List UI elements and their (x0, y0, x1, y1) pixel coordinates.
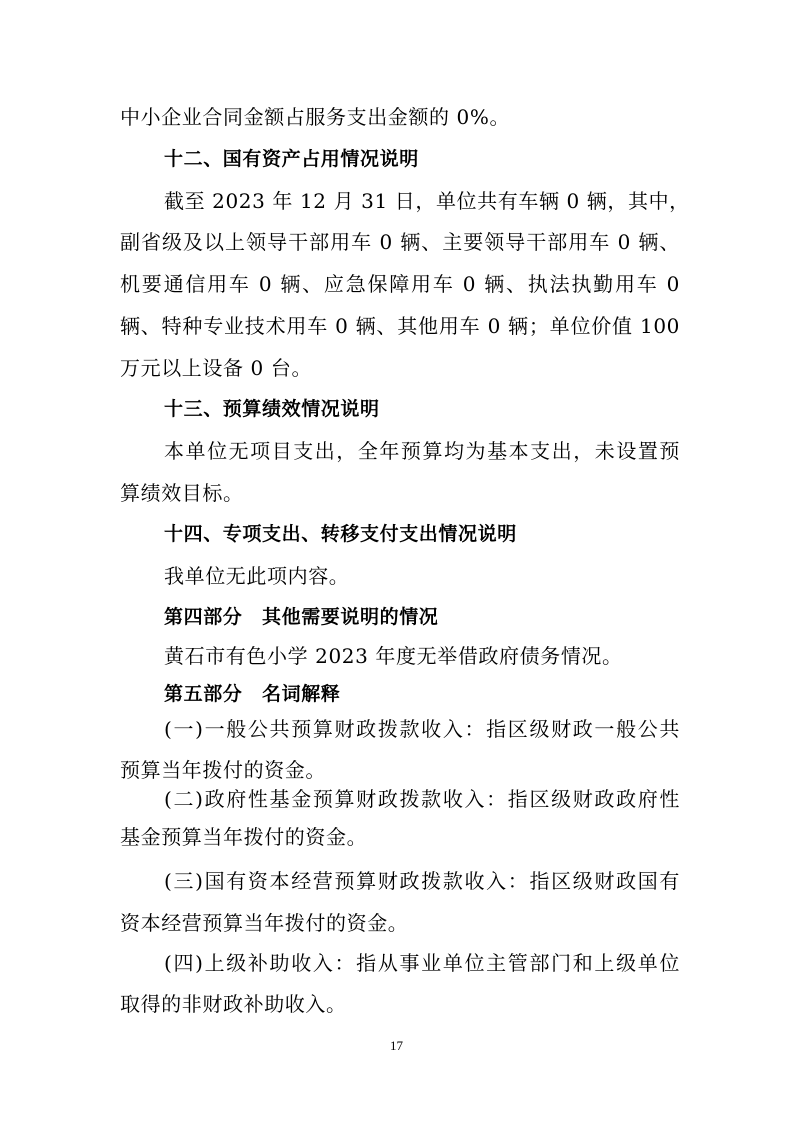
text-line: 中小企业合同金额占服务支出金额的 0%。 (120, 105, 511, 129)
text-line: 预算当年拨付的资金。 (120, 758, 326, 782)
text-line: 算绩效目标。 (120, 481, 244, 505)
section-heading: 十四、专项支出、转移支付支出情况说明 (164, 523, 517, 545)
section-heading: 十三、预算绩效情况说明 (164, 398, 380, 420)
text-line: 辆、特种专业技术用车 0 辆、其他用车 0 辆；单位价值 100 (120, 314, 680, 338)
text-line: 我单位无此项内容。 (164, 564, 350, 588)
text-line: (三)国有资本经营预算财政拨款收入：指区级财政国有 (164, 869, 680, 893)
text-line: 机要通信用车 0 辆、应急保障用车 0 辆、执法执勤用车 0 (120, 272, 680, 296)
text-line: 副省级及以上领导干部用车 0 辆、主要领导干部用车 0 辆、 (120, 230, 680, 254)
page-number: 17 (390, 1038, 403, 1053)
text-line: 黄石市有色小学 2023 年度无举借政府债务情况。 (164, 644, 623, 668)
text-line: (四)上级补助收入：指从事业单位主管部门和上级单位 (164, 951, 680, 975)
text-line: (一)一般公共预算财政拨款收入：指区级财政一般公共 (164, 717, 680, 741)
text-line: (二)政府性基金预算财政拨款收入：指区级财政政府性 (164, 787, 680, 811)
text-line: 本单位无项目支出，全年预算均为基本支出，未设置预 (164, 439, 680, 463)
section-heading: 十二、国有资产占用情况说明 (164, 148, 419, 170)
text-line: 资本经营预算当年拨付的资金。 (120, 911, 409, 935)
section-heading: 第五部分 名词解释 (164, 683, 341, 705)
text-line: 基金预算当年拨付的资金。 (120, 825, 368, 849)
text-line: 截至 2023 年 12 月 31 日，单位共有车辆 0 辆，其中， (164, 189, 690, 213)
section-heading: 第四部分 其他需要说明的情况 (164, 606, 439, 628)
text-line: 万元以上设备 0 台。 (120, 356, 313, 380)
text-line: 取得的非财政补助收入。 (120, 992, 347, 1016)
